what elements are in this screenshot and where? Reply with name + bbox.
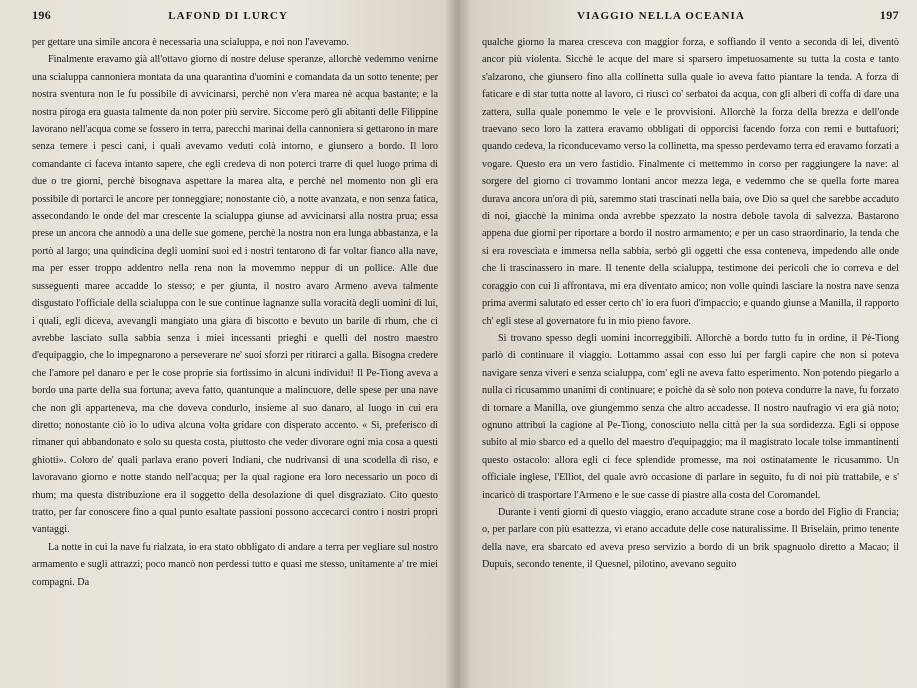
right-page-header	[482, 8, 899, 22]
paragraph: Si trovano spesso degli uomini incorreggibili. Allorchè a bordo tutto fu in ordine, il Pè-Tiong parlò di continuare il viaggio. Lottammo assai con esso lui per fargli capire che non si poteva navigare senza viveri e senza scialuppa, com' egli ne aveva fatto esperimento. Non potendo piegarlo a nulla ci ricusammo unanimi di continuare; e poichè da sè solo non poteva condurre la nave, fu forzato di tornare a Manilla, ove giungemmo senza che altro accadesse. Il nostro naufragio vi era già noto; ognuno attribuì la cagione al Pe-Tiong, conosciuto nella città per la sua sordidezza. Egli si oppose subito al mio sbarco ed a quello del maestro d'equipaggio; ma il magistrato locale tolse immantinenti questo ostacolo: allora egli ci fece splendide promesse, ma noi ostinatamente le ricusammo. Un officiale inglese, l'Elliot, del quale avrò occasione di parlare in seguito, fu di noi più trattabile, e s' incaricò di trasportare l'Armeno e le sue casse di piastre alla costa del Coromandel.	[482, 332, 899, 501]
paragraph: per gettare una simile ancora è necessaria una scialuppa, e noi non l'avevamo.	[32, 37, 349, 48]
right-page-body	[482, 34, 899, 574]
left-page-body	[32, 34, 438, 591]
right-running-title: VIAGGIO NELLA OCEANIA	[577, 10, 745, 22]
left-running-title: LAFOND DI LURCY	[168, 10, 288, 22]
paragraph: Durante i venti giorni di questo viaggio, erano accadute strane cose a bordo del Figlio di Francia; o, per parlare con più esattezza, vi erano accadute delle cose naturalissime. Il Briselain, primo tenente della nave, era sbarcato ed aveva preso servizio a bordo di un brik spagnuolo diretto a Macao; il Dupuis, secondo tenente, il Quesnel, pilotino, avevano seguito	[482, 506, 899, 571]
left-page	[0, 0, 458, 688]
paragraph: Finalmente eravamo già all'ottavo giorno di nostre deluse speranze, allorchè vedemmo venirne una scialuppa cannoniera montata da una quarantina d'uomini e comandata da un sotto tenente; per nostra sventura non le fu possibile di avvicinarsi, perchè non v'era marea nè acqua bastante; e la nostra piroga era guasta talmente da non poter più servire. Siccome però gli abitanti delle Filippine lavorano nell'acqua come se fossero in terra, parecchi marinai della cannoniera si gettarono in mare senza temere i pesci cani, i quali avevamo veduti colà intorno, e giunsero a bordo. Il loro comandante ci faceva intanto sapere, che egli credeva di non poterci trarre di quel luogo prima di due o tre giorni, perchè bisognava aspettare la marea alta, e perchè nel momento non gli era possibile di portarci le ancore per tonneggiare; nonostante ciò, a notte avanzata, e non senza fatica, assecondando le onde del mar crescente la scialuppa giunse ad avvicinarsi alla nostra prua; essa prese un ancora che annodò a una delle sue gomene, perchè la nostra non era lunga abbastanza, e la portò al largo; una quindicina degli uomini suoi ed i nostri tentarono di far voltar fianco alla nave, ma per esser troppo addentro nella rena non la movemmo neppur di un pollice. Alle due susseguenti maree accadde lo stesso; e per giunta, il nostro avaro Armeno aveva talmente disgustato l'officiale della scialuppa con le sue continue lagnanze sulla voracità degli uomini di lui, i quali, egli diceva, avevangli mangiato una giara di biscotto e bevuto un barile di rhum, che ci avrebbe lasciato sulla sabbia senza i miei incessanti prieghi e quelli del nostro maestro d'equipaggio, che lo impegnarono a perseverare ne' suoi sforzi per ritirarci a galla. Bisogna credere che l'amore pel danaro e per le cose proprie sia fortissimo in alcuni individui! Il Pe-Tiong aveva a bordo una parte della sua fortuna; aveva fatto, quantunque a malincuore, delle spese per una nave che non gli apparteneva, ma che doveva condurlo, insieme al suo danaro, al luogo in cui era diretto; nonostante ciò io lo udiva alcuna volta gridare con disperato accento. « Sì, preferisco di rimaner qui abbandonato e solo su questa costa, piuttosto che veder divorare ogni mia cosa a questi ghiotti». Coloro de' quali parlava erano poveri Indiani, che nudrivansi di una scodella di riso, e lavoravano giorno e notte stando nell'acqua; per la qual ragione era loro necessario un poco di rhum; ma questa distribuzione era il soggetto della desolazione di quel disgraziato. Cito questo tratto, per far conoscere fino a qual punto esaltate passioni possono accecarci contro i nostri propri vantaggi.	[32, 54, 438, 536]
right-page-number: 197	[879, 8, 899, 22]
left-page-header	[32, 8, 438, 22]
right-page	[458, 0, 917, 688]
paragraph: La notte in cui la nave fu rialzata, io era stato obbligato di andare a terra per vegliare sul nostro armamento e sugli attrazzi; poco mancò non perdessi tutto e quasi me stesso, unitamente a' tre miei compagni. Da	[32, 541, 438, 588]
left-page-number: 196	[32, 8, 52, 22]
paragraph: qualche giorno la marea cresceva con maggior forza, e soffiando il vento a seconda di lei, diventò ancor più violenta. Sicchè le acque del mare si sparsero impetuosamente su tutta la costa e tanto s'alzarono, che giunsero fino alla collinetta sulla quale io aveva fatto piantare la tenda. A forza di faticare e di star tutta notte al lavoro, ci riuscì co' serbatoi da acqua, con gli alberi di coffa di dare una zattera, sulla quale ponemmo le vele e le provvisioni. Allorchè la forza della brezza e dell'onde traevano seco loro la zattera eravamo obbligati di opporcisi facendo forza con remi e buttafuori; quando cedeva, la riconducevamo verso la collinetta, ma spesso perdevamo terra ed eravamo forzati a vogare. Questo era un vero fastidio. Finalmente ci mettemmo in corso per raggiungere la nave: al sorgere del giorno ci trovammo lontani ancor mezza lega, e vedemmo che se quella forte marea durava ancora un'ora di più, saremmo stati trascinati nella baia, ove Dio sa quel che sarebbe accaduto di noi, giacchè la minima onda avrebbe spezzato la nostra debole tavola di salvezza. Bastarono appena due giorni per riportare a bordo il nostro armamento; e per un caso straordinario, la tenda che si era rovesciata e immersa nella sabbia, serbò gli oggetti che essa conteneva, impedendo alle onde che li trascinassero in mare. Il tenente della scialuppa, testimone dei pericoli che io correva e del coraggio con cui li affrontava, mi era diventato amico; non volle quindi lasciare la nostra nave senza prima avermi salutato ed esser certo ch' io era fuori d'impaccio; e quando giunse a Manilla, il rapporto ch' egli stese al governatore fu in mio pieno favore.	[482, 37, 899, 327]
